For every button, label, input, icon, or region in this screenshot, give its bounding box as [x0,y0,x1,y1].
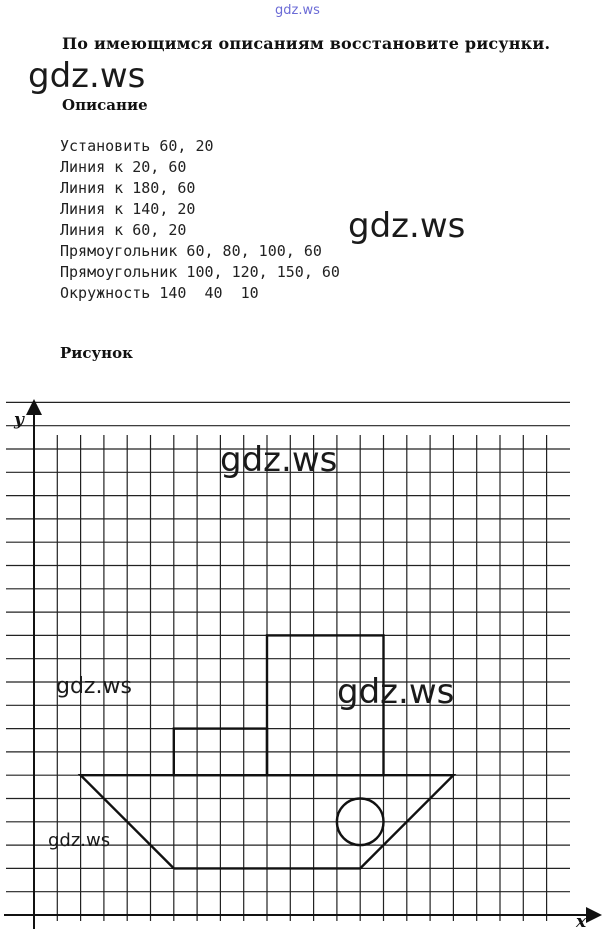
watermark-grid-top: gdz.ws [220,440,338,480]
watermark-grid-left: gdz.ws [56,674,132,699]
watermark-top: gdz.ws [275,3,320,18]
watermark-grid-bottom: gdz.ws [48,830,111,851]
watermark-grid-right: gdz.ws [337,672,455,712]
watermark-main: gdz.ws [28,56,146,96]
x-axis-label: x [576,912,587,932]
command-line: Окружность 140 40 10 [60,284,259,302]
command-line: Установить 60, 20 [60,137,214,155]
command-line: Линия к 60, 20 [60,221,187,239]
description-heading: Описание [62,96,148,114]
command-line: Линия к 140, 20 [60,200,196,218]
command-line: Прямоугольник 100, 120, 150, 60 [60,263,340,281]
command-line: Линия к 20, 60 [60,158,187,176]
command-line: Линия к 180, 60 [60,179,196,197]
watermark-right: gdz.ws [348,206,466,246]
task-text: По имеющимся описаниям восстановите рисунки. [62,34,551,53]
command-list [60,136,340,304]
command-line: Прямоугольник 60, 80, 100, 60 [60,242,322,260]
y-axis-label: y [14,410,24,430]
figure-heading: Рисунок [60,344,133,362]
